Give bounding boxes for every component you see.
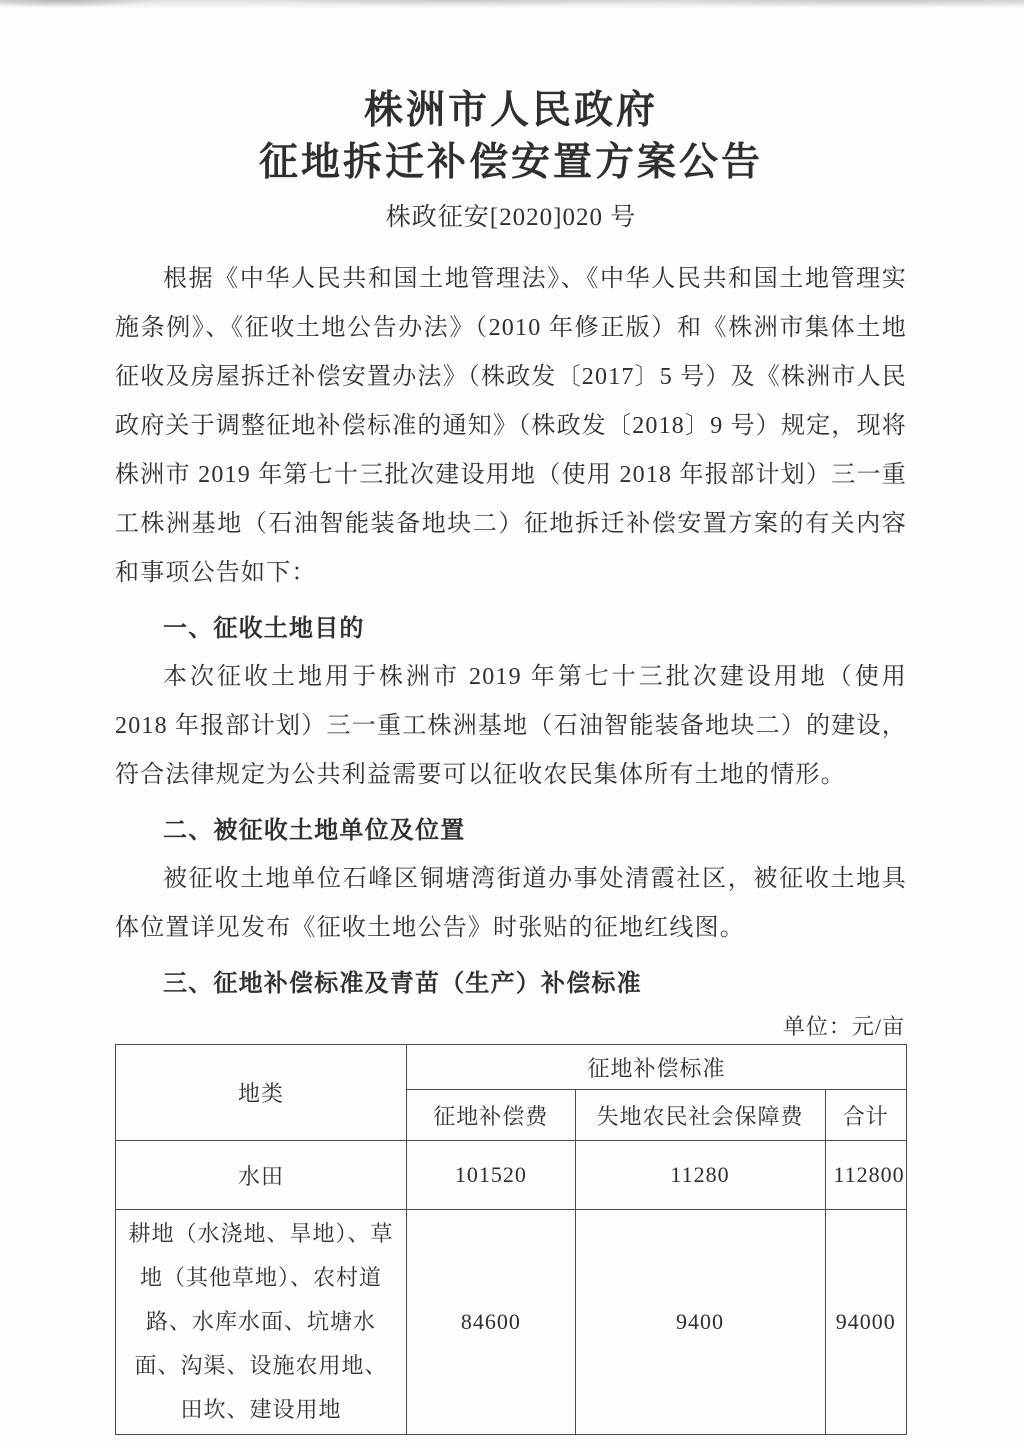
table-unit-label: 单位：元/亩 [782, 1014, 905, 1039]
column-header-compensation-group: 征地补偿标准 [407, 1045, 907, 1090]
document-title-line2: 征地拆迁补偿安置方案公告 [258, 141, 763, 184]
table-row [116, 1210, 907, 1435]
cell-comp-fee: 101520 [407, 1141, 575, 1210]
document-number: 株政征安[2020]020 号 [385, 204, 637, 231]
column-header-total: 合计 [825, 1090, 907, 1141]
cell-comp-fee: 84600 [407, 1210, 575, 1435]
section-1-heading: 一、征收土地目的 [163, 615, 365, 642]
document-title-line1: 株洲市人民政府 [363, 89, 658, 132]
cell-land-type: 水田 [116, 1141, 407, 1210]
column-header-comp-fee: 征地补偿费 [407, 1090, 575, 1141]
intro-paragraph: 根据《中华人民共和国土地管理法》、《中华人民共和国土地管理实施条例》、《征收土地公告办法》（2010 年修正版）和《株洲市集体土地征收及房屋拆迁补偿安置办法》（株政发〔2017〕5 号）及《株洲市人民政府关于调整征地补偿标准的通知》（株政发〔2018〕9 号）规定，现将株洲市 2019 年第七十三批次建设用地（使用 2018 年报部计划）三一重工株洲基地（石油智能装备地块二）征地拆迁补偿安置方案的有关内容和事项公告如下： [115, 266, 907, 586]
cell-social-security: 9400 [575, 1210, 825, 1435]
cell-total: 112800 [825, 1141, 907, 1210]
section-3-heading: 三、征地补偿标准及青苗（生产）补偿标准 [163, 970, 642, 997]
section-2-heading: 二、被征收土地单位及位置 [163, 817, 466, 844]
scan-artifact-top-edge [0, 0, 1024, 14]
cell-total: 94000 [825, 1210, 907, 1435]
compensation-standards-table [115, 1044, 907, 1435]
section-1-paragraph: 本次征收土地用于株洲市 2019 年第七十三批次建设用地（使用 2018 年报部计划）三一重工株洲基地（石油智能装备地块二）的建设，符合法律规定为公共利益需要可以征收农民集体所有土地的情形。 [115, 664, 907, 788]
column-header-social-security: 失地农民社会保障费 [575, 1090, 825, 1141]
table-row [116, 1141, 907, 1210]
column-header-land-type: 地类 [116, 1045, 407, 1141]
cell-land-type: 耕地（水浇地、旱地）、草地（其他草地）、农村道路、水库水面、坑塘水面、沟渠、设施农用地、田坎、建设用地 [116, 1210, 407, 1435]
table-header-row-group [116, 1045, 907, 1090]
cell-social-security: 11280 [575, 1141, 825, 1210]
section-2-paragraph: 被征收土地单位石峰区铜塘湾街道办事处清霞社区，被征收土地具体位置详见发布《征收土地公告》时张贴的征地红线图。 [115, 866, 907, 941]
